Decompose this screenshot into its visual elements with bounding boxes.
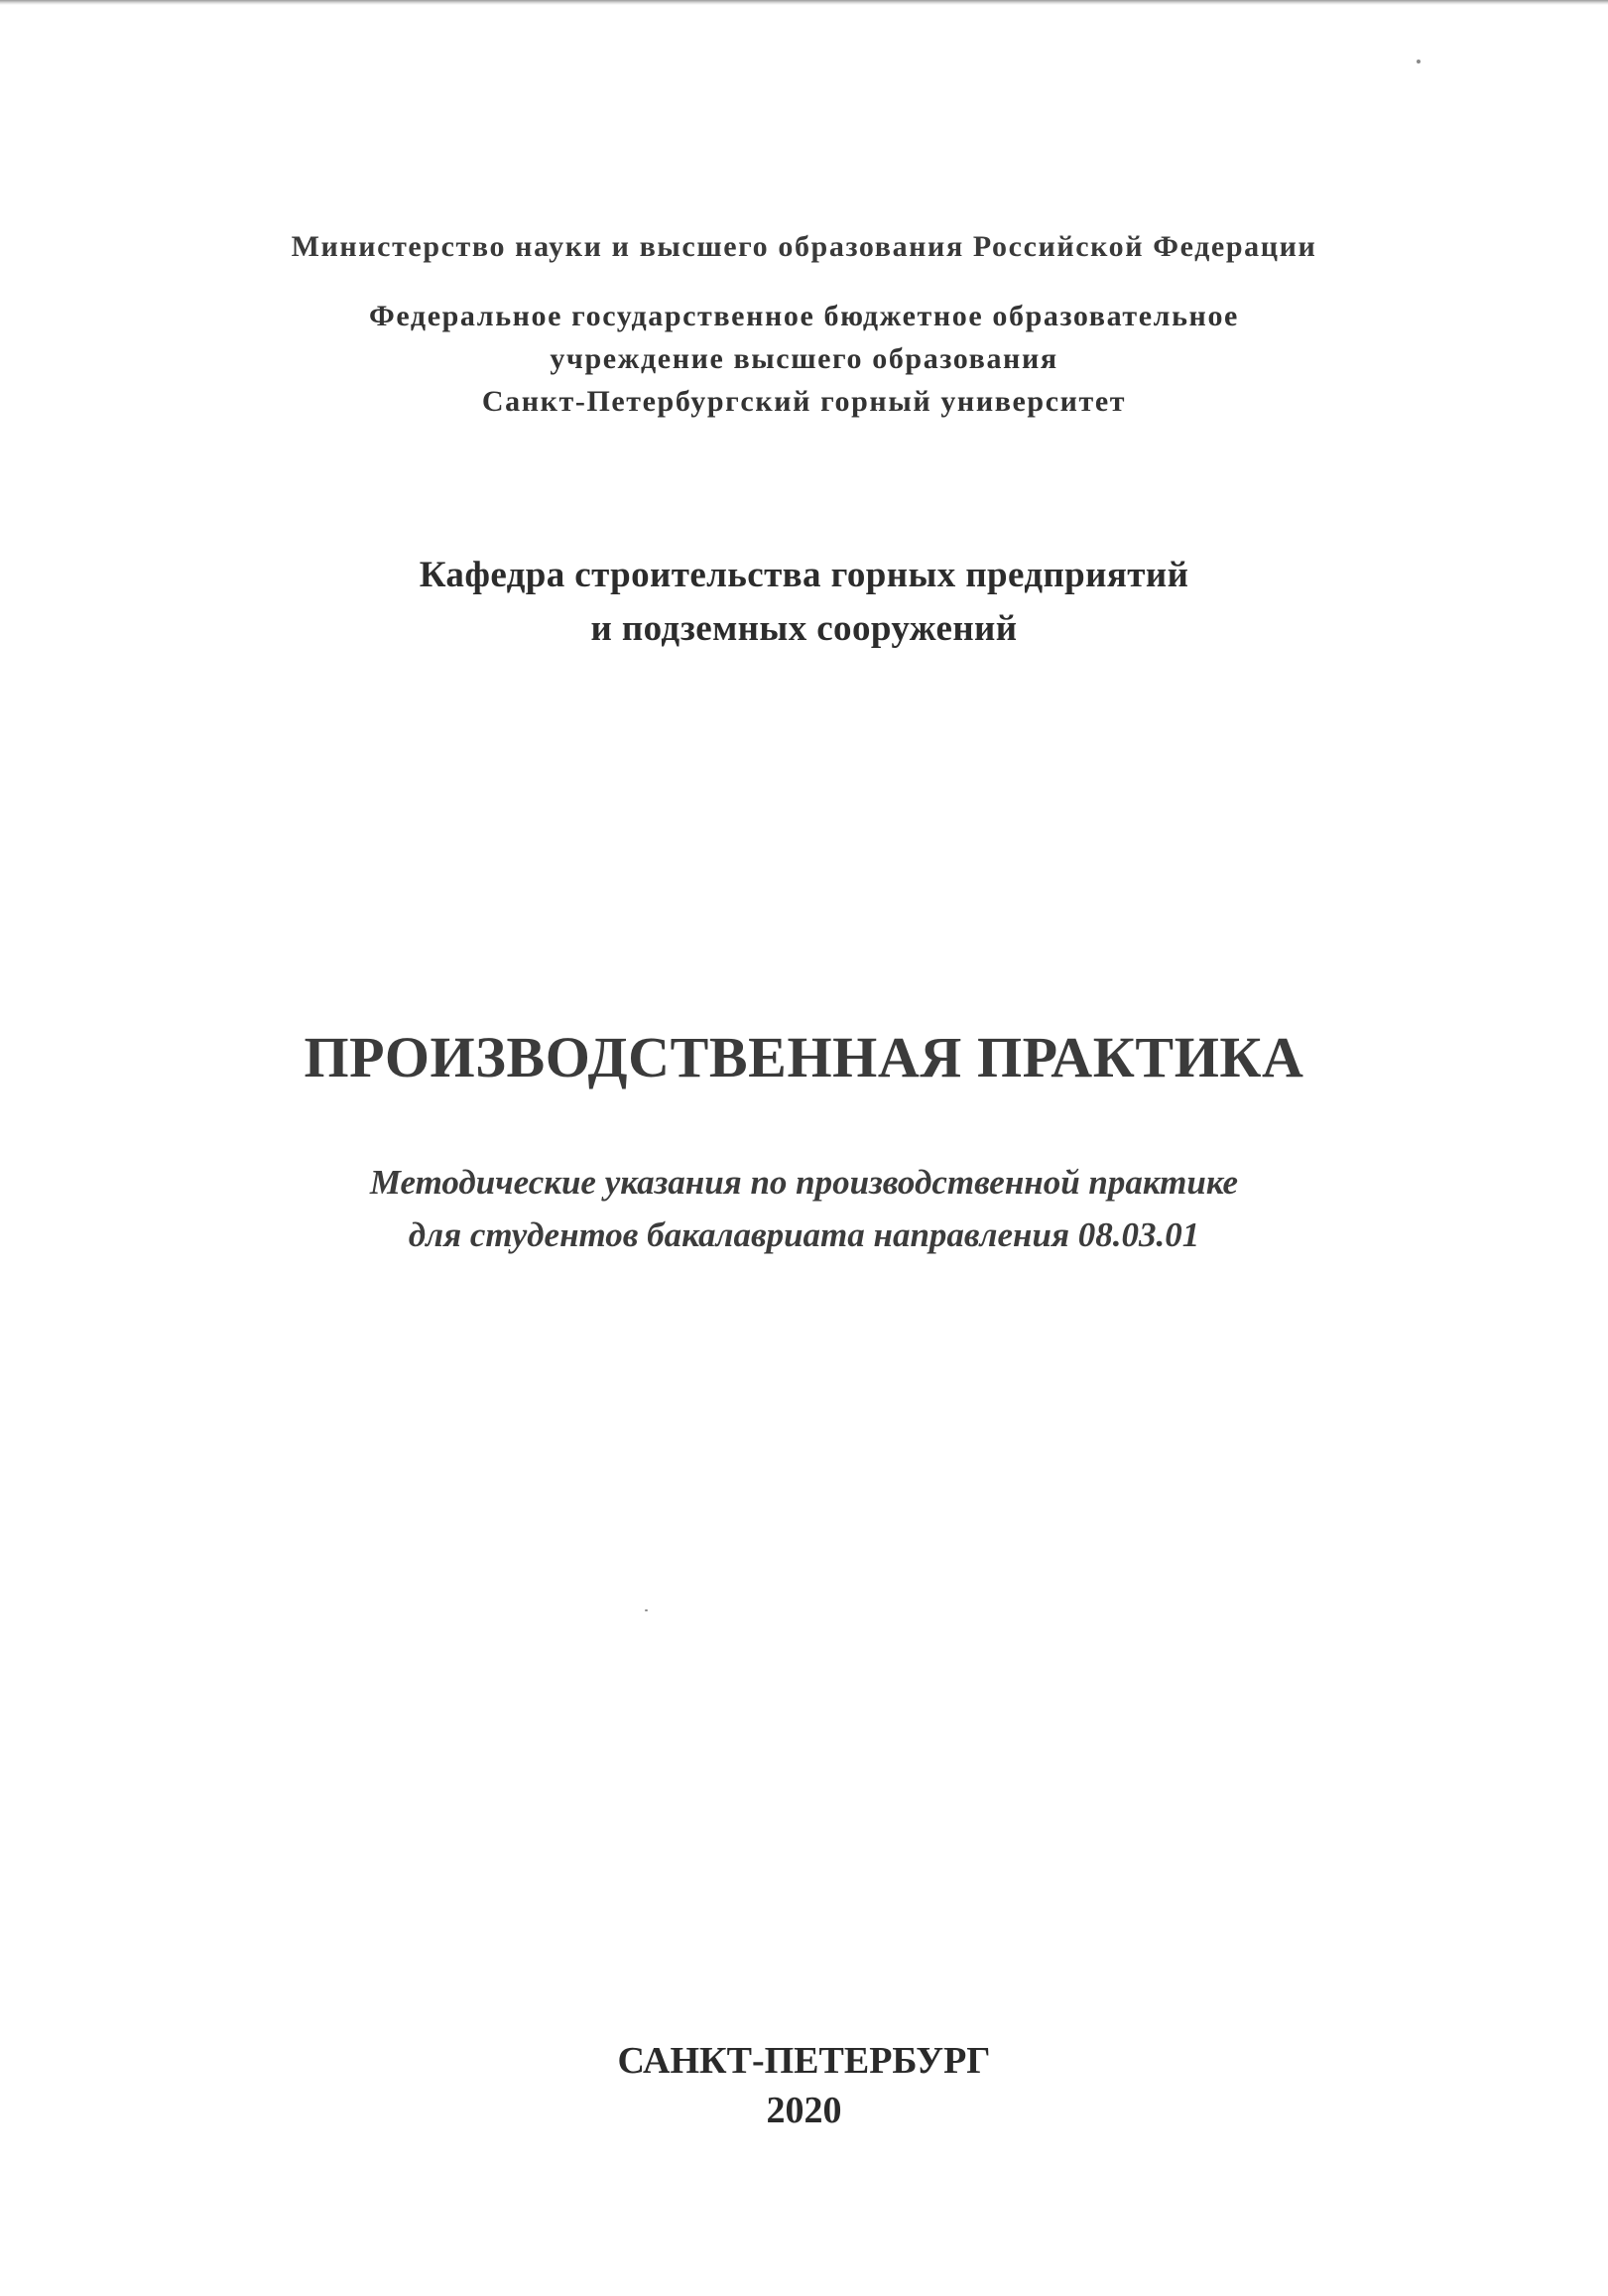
document-title: ПРОИЗВОДСТВЕННАЯ ПРАКТИКА (304, 1025, 1304, 1089)
city: САНКТ-ПЕТЕРБУРГ (617, 2040, 991, 2082)
scan-edge-shadow (0, 0, 1608, 5)
institution-line-3: Санкт-Петербургский горный университет (481, 385, 1127, 418)
institution-line-1: Федеральное государственное бюджетное образовательное (369, 300, 1239, 332)
ministry-heading: Министерство науки и высшего образования Российской Федерации (291, 230, 1317, 263)
department-line-1: Кафедра строительства горных предприятий (419, 555, 1189, 595)
department-line-2: и подземных сооружений (590, 608, 1018, 649)
year: 2020 (766, 2090, 842, 2131)
subtitle-line-1: Методические указания по производственной практике (369, 1163, 1239, 1202)
subtitle-line-2: для студентов бакалавриата направления 08.03.01 (408, 1215, 1200, 1254)
scan-dust-speck (1417, 60, 1421, 64)
institution-line-2: учреждение высшего образования (550, 342, 1058, 375)
scan-dust-speck (645, 1609, 648, 1611)
